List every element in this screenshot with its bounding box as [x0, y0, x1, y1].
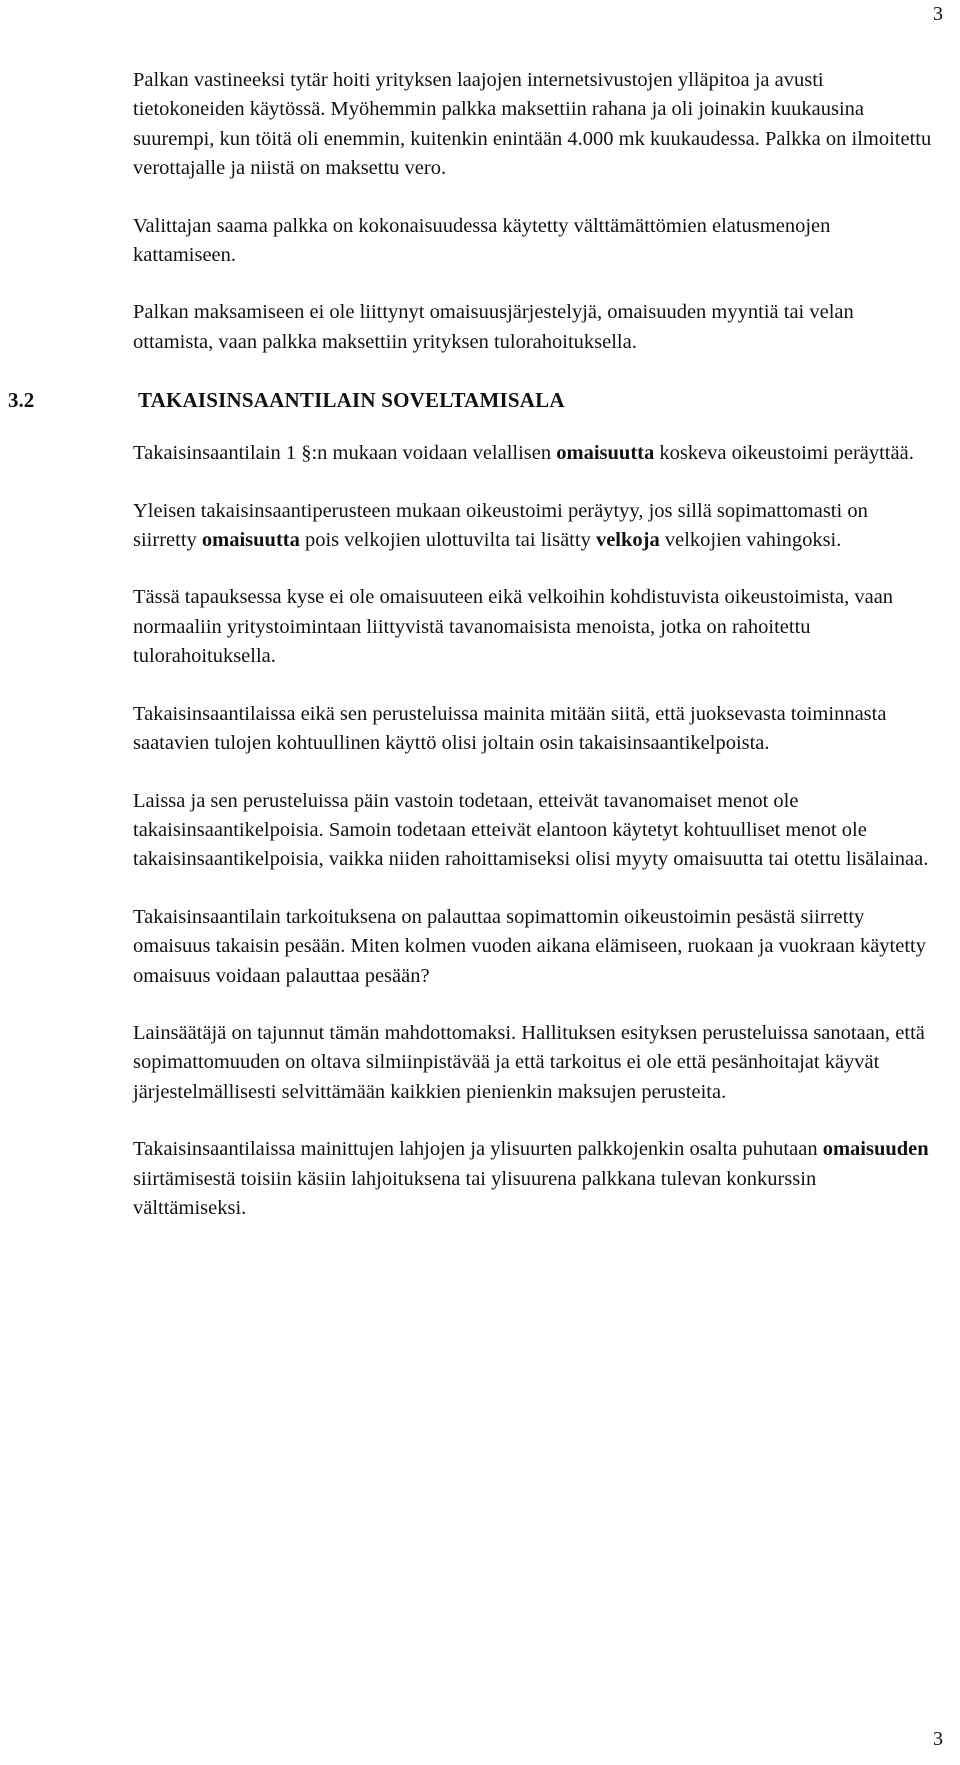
paragraph-general-ground [133, 497, 933, 556]
paragraph-salary-usage: Valittajan saama palkka on kokonaisuudessa käytetty välttämättömien elatusmenojen kattamiseen. [133, 214, 831, 267]
paragraph-legislator: Lainsäätäjä on tajunnut tämän mahdottomaksi. Hallituksen esityksen perusteluissa sanotaan, että sopimattomuuden on oltava silmiinpistävää ja että tarkoitus ei ole että pesänhoitajat käyvät järjestelmällisesti selvittämään kaikkien pienienkin maksujen perusteita. [133, 1021, 925, 1103]
emphasis-text: velkoja [595, 529, 660, 552]
document-body [8, 66, 933, 1251]
emphasis-text: omaisuutta [556, 442, 655, 465]
text-run: koskeva oikeustoimi peräyttää. [654, 442, 914, 465]
paragraph-law-scope [133, 439, 933, 468]
text-run: siirtämisestä toisiin käsiin lahjoituksena tai ylisuurena palkkana tulevan konkurssin välttämiseksi. [133, 1167, 817, 1219]
page-number-bottom: 3 [933, 1728, 943, 1750]
section-heading [8, 385, 933, 415]
text-run: pois velkojien ulottuvilta tai lisätty [299, 529, 596, 552]
paragraph-this-case: Tässä tapauksessa kyse ei ole omaisuuteen eikä velkoihin kohdistuvista oikeustoimista, vaan normaaliin yritystoimintaan liittyvistä tavanomaisista menoista, jotka on rahoitettu tulorahoituksella. [133, 586, 894, 668]
emphasis-text: omaisuutta [201, 529, 300, 552]
text-run: Takaisinsaantilaissa mainittujen lahjojen ja ylisuurten palkkojenkin osalta puhutaan [133, 1138, 823, 1161]
paragraph-law-purpose: Takaisinsaantilain tarkoituksena on palauttaa sopimattomin oikeustoimin pesästä siirretty omaisuus takaisin pesään. Miten kolmen vuoden aikana elämiseen, ruokaan ja vuokraan käytetty omaisuus voidaan palauttaa pesään? [133, 905, 926, 987]
text-run: Yleisen takaisinsaantiperusteen mukaan oikeustoimi peräytyy, jos sillä sopimattomasti on siirretty [133, 499, 868, 552]
emphasis-text: omaisuuden [822, 1138, 929, 1161]
text-run: velkojien vahingoksi. [659, 529, 842, 552]
paragraph-salary-compensation: Palkan vastineeksi tytär hoiti yrityksen laajojen internetsivustojen ylläpitoa ja avusti tietokoneiden käytössä. Myöhemmin palkka maksettiin rahana ja oli joinakin kuukausina suurempi, kun töitä oli enemmin, kuitenkin enintään 4.000 mk kuukaudessa. Palkka on ilmoitettu verottajalle ja niistä on maksettu vero. [133, 69, 932, 180]
paragraph-ordinary-expenses: Laissa ja sen perusteluissa päin vastoin todetaan, etteivät tavanomaiset menot ole takaisinsaantikelpoisia. Samoin todetaan etteivät elantoon käytetyt kohtuulliset menot ole takaisinsaantikelpoisia, vaikka niiden rahoittamiseksi olisi myyty omaisuutta tai otettu lisälainaa. [133, 789, 929, 871]
text-run: Takaisinsaantilain 1 §:n mukaan voidaan velallisen [133, 442, 557, 465]
paragraph-gifts-salaries [133, 1135, 933, 1223]
page-number-top: 3 [933, 3, 943, 25]
section-number: 3.2 [8, 388, 35, 413]
paragraph-no-mention: Takaisinsaantilaissa eikä sen perusteluissa mainita mitään siitä, että juoksevasta toiminnasta saatavien tulojen kohtuullinen käyttö olisi joltain osin takaisinsaantikelpoista. [133, 702, 887, 755]
paragraph-salary-financing: Palkan maksamiseen ei ole liittynyt omaisuusjärjestelyjä, omaisuuden myyntiä tai velan ottamista, vaan palkka maksettiin yrityksen tulorahoituksella. [133, 301, 854, 353]
section-title: TAKAISINSAANTILAIN SOVELTAMISALA [138, 388, 565, 413]
